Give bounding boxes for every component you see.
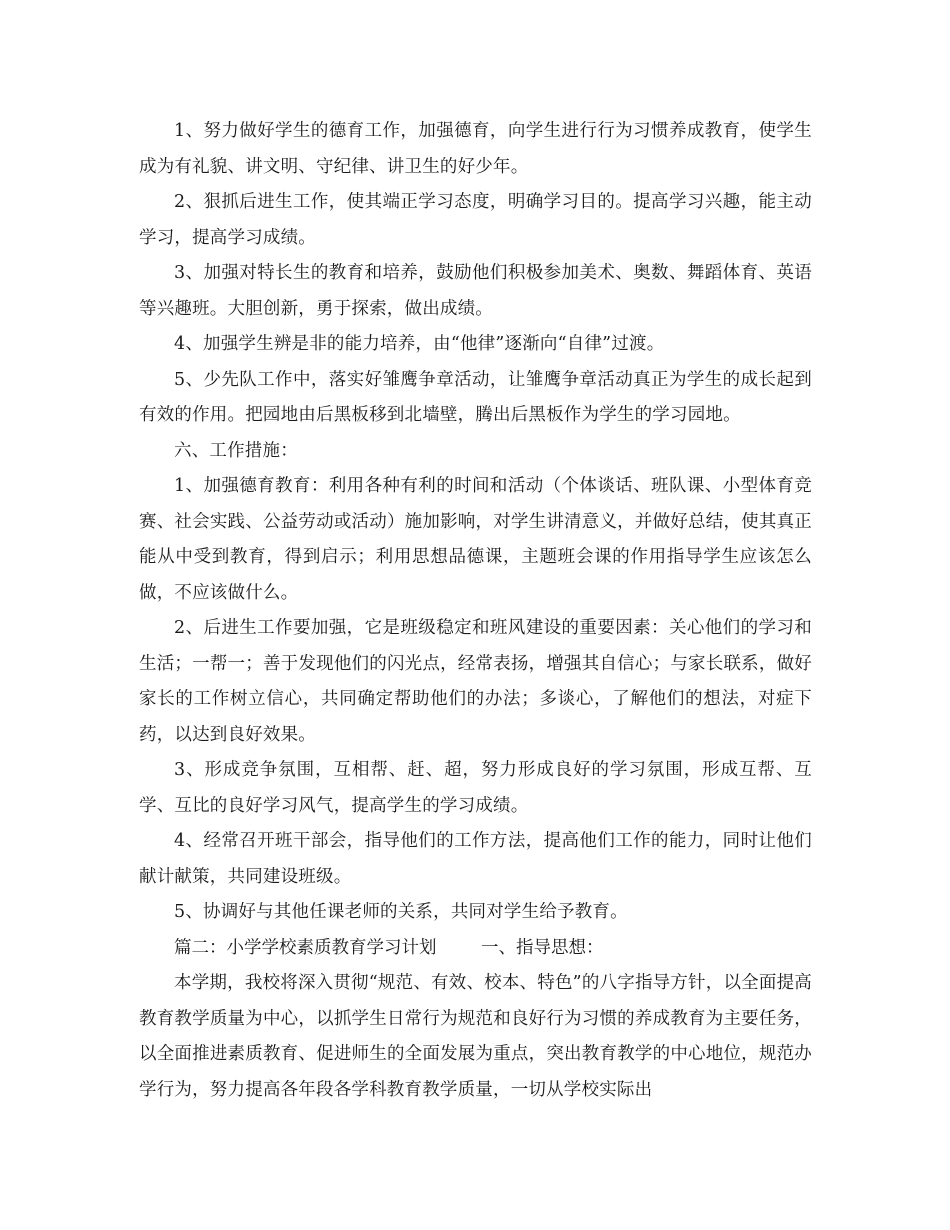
section-six-title: 六、工作措施： bbox=[174, 440, 298, 461]
measure-moral-education: 1、加强德育教育：利用各种有利的时间和活动（个体谈话、班队课、小型体育竞赛、社会实践、公益劳动或活动）施加影响，对学生讲清意义，并做好总结，使其真正能从中受到教育，得到启示；利用思想品德课，主题班会课的作用指导学生应该怎么做，不应该做什么。 bbox=[139, 476, 812, 603]
measure-teacher-coordination: 5、协调好与其他任课老师的关系，共同对学生给予教育。 bbox=[174, 902, 628, 922]
document-body bbox=[139, 114, 812, 1108]
measure-class-cadres: 4、经常召开班干部会，指导他们的工作方法，提高他们工作的能力，同时让他们献计献策，共同建设班级。 bbox=[139, 831, 812, 887]
paragraph-self-discipline: 4、加强学生辨是非的能力培养，由“他律”逐渐向“自律”过渡。 bbox=[174, 334, 665, 354]
chapter-two-subheading: 一、指导思想： bbox=[481, 937, 604, 958]
paragraph-talented-students: 3、加强对特长生的教育和培养，鼓励他们积极参加美术、奥数、舞蹈体育、英语等兴趣班。大胆创新，勇于探索，做出成绩。 bbox=[139, 263, 812, 319]
paragraph-young-pioneers: 5、少先队工作中，落实好雏鹰争章活动，让雏鹰争章活动真正为学生的成长起到有效的作用。把园地由后黑板移到北墙壁，腾出后黑板作为学生的学习园地。 bbox=[139, 369, 812, 425]
paragraph-underachievers: 2、狠抓后进生工作，使其端正学习态度，明确学习目的。提高学习兴趣，能主动学习，提高学习成绩。 bbox=[139, 192, 812, 248]
guiding-ideology-paragraph: 本学期，我校将深入贯彻“规范、有效、校本、特色”的八字指导方针，以全面提高教育教学质量为中心，以抓学生日常行为规范和良好行为习惯的养成教育为主要任务，以全面推进素质教育、促进师生的全面发展为重点，突出教育教学的中心地位，规范办学行为，努力提高各年段各学科教育教学质量，一切从学校实际出 bbox=[139, 973, 812, 1100]
measure-underachievers: 2、后进生工作要加强，它是班级稳定和班风建设的重要因素：关心他们的学习和生活；一帮一；善于发现他们的闪光点，经常表扬，增强其自信心；与家长联系，做好家长的工作树立信心，共同确定帮助他们的办法；多谈心，了解他们的想法，对症下药，以达到良好效果。 bbox=[139, 618, 812, 745]
chapter-two-heading: 篇二：小学学校素质教育学习计划 bbox=[174, 937, 437, 958]
paragraph-moral-education: 1、努力做好学生的德育工作，加强德育，向学生进行行为习惯养成教育，使学生成为有礼貌、讲文明、守纪律、讲卫生的好少年。 bbox=[139, 121, 812, 177]
measure-competition: 3、形成竞争氛围，互相帮、赶、超，努力形成良好的学习氛围，形成互帮、互学、互比的良好学习风气，提高学生的学习成绩。 bbox=[139, 760, 812, 816]
chapter-two-heading-line bbox=[139, 931, 812, 967]
